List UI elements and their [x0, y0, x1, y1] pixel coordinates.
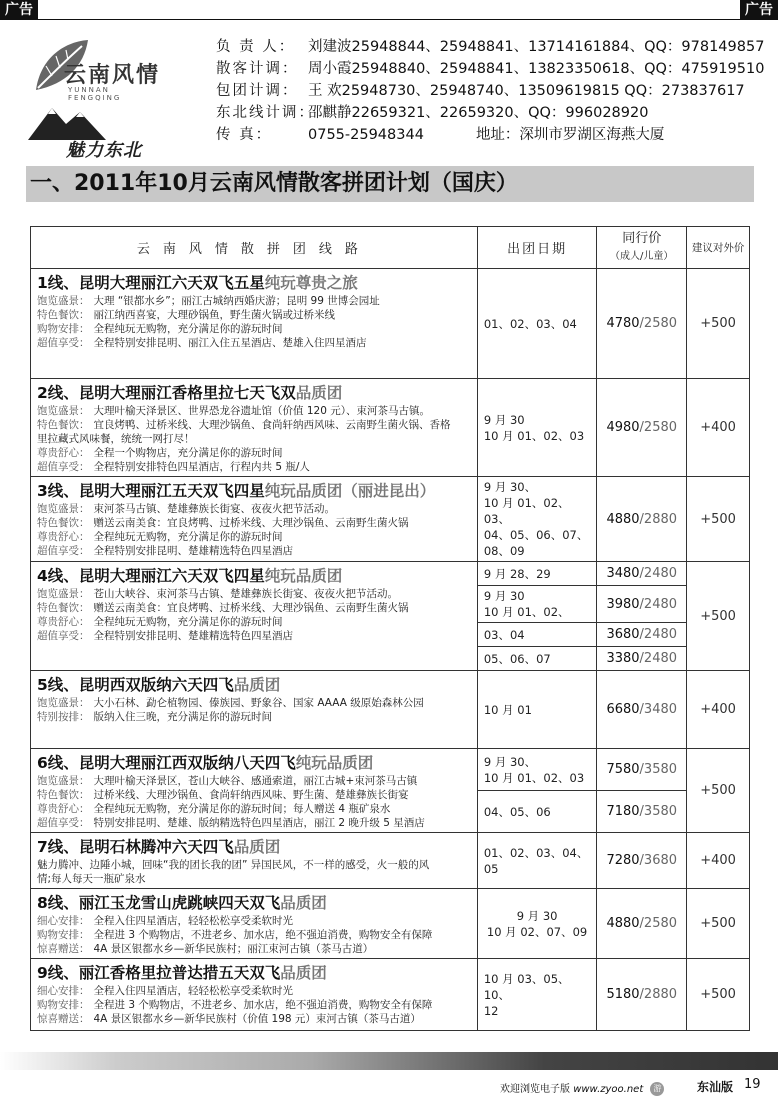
- price-separator: /: [639, 316, 644, 331]
- footer-url[interactable]: www.zyoo.net: [573, 1084, 644, 1095]
- route-title-main: 9线、丽江香格里拉普达措五天双飞: [37, 964, 281, 982]
- departure-dates: 9 月 30 10 月 01、02、: [477, 586, 596, 623]
- table-row: [31, 379, 750, 477]
- header-date: 出团日期: [477, 227, 596, 269]
- price-child: 2880: [643, 511, 678, 527]
- departure-dates: 9 月 28、29: [477, 562, 596, 586]
- route-detail-line: [37, 710, 473, 724]
- route-cell: [31, 833, 478, 889]
- price-separator: /: [639, 511, 644, 527]
- route-detail-text: 全程纯玩无购物，充分满足你的游玩时间: [93, 616, 283, 628]
- route-detail-line: [37, 1012, 473, 1026]
- contact-list: [216, 36, 766, 146]
- route-detail-text: 全程纯玩无购物，充分满足你的游玩时间；每人赠送 4 瓶矿泉水: [93, 803, 391, 815]
- route-detail-line: [37, 308, 473, 322]
- price-separator: /: [639, 566, 644, 581]
- route-detail-label: 特色餐饮：: [37, 419, 90, 431]
- departure-dates: 05、06、07: [477, 647, 596, 671]
- route-detail-text: 魅力腾冲、边陲小城，回味“我的团长我的团” 异国民风，不一样的感受，火一般的风: [37, 859, 430, 871]
- price-adult: 4980: [606, 420, 640, 435]
- route-detail-label: 超值享受：: [37, 817, 90, 829]
- route-title: [37, 752, 473, 774]
- route-detail-label: 购物安排：: [37, 999, 90, 1011]
- price-adult: 3680: [606, 627, 640, 642]
- departure-dates: 01、02、03、04、 05: [477, 833, 596, 889]
- contact-label: 传 真：: [216, 127, 273, 143]
- route-detail-label: 购物安排：: [37, 929, 90, 941]
- contact-row: [216, 124, 766, 146]
- route-detail-line: [37, 322, 473, 336]
- peer-price: [597, 269, 687, 379]
- route-detail-line: [37, 942, 473, 956]
- route-title-highlight: 纯玩品质团（丽进昆出）: [264, 482, 436, 500]
- route-title: [37, 674, 473, 696]
- route-title-main: 7线、昆明石林腾冲六天四飞: [37, 838, 234, 856]
- footer-badge-icon: 游: [650, 1082, 664, 1096]
- departure-dates: 9 月 30、 10 月 01、02、03、 04、05、06、07、 08、09: [477, 477, 596, 562]
- route-cell: [31, 749, 478, 833]
- route-cell: [31, 269, 478, 379]
- contact-value: 周小霞25948840、25948841、13823350618、QQ：475919510: [308, 61, 765, 77]
- route-detail-text: 束河茶马古镇、楚雄彝族长街宴、夜夜火把节活动。: [93, 503, 335, 515]
- price-child: 2580: [643, 420, 678, 435]
- route-detail-line: [37, 460, 473, 474]
- route-detail-label: 饱览盛景：: [37, 405, 90, 417]
- route-title-highlight: 品质团: [233, 838, 281, 856]
- peer-price: [597, 562, 687, 586]
- route-detail-text: 赠送云南美食：宜良烤鸭、过桥米线、大理沙锅鱼、云南野生菌火锅: [93, 602, 409, 614]
- price-separator: /: [639, 651, 644, 666]
- route-detail-line: [37, 432, 473, 446]
- route-detail-line: [37, 615, 473, 629]
- ad-tag-left: 广告: [0, 0, 38, 20]
- departure-dates: 9 月 30 10 月 02、07、09: [477, 889, 596, 959]
- price-child: 2880: [643, 987, 678, 1002]
- route-detail-text: 特别安排昆明、楚雄、版纳精选特色四星酒店，丽江 2 晚升级 5 星酒店: [93, 817, 425, 829]
- route-detail-line: [37, 984, 473, 998]
- contact-value: 0755-25948344: [308, 127, 424, 143]
- route-detail-label: 特色餐饮：: [37, 602, 90, 614]
- route-detail-text: 赠送云南美食：宜良烤鸭、过桥米线、大理沙锅鱼、云南野生菌火锅: [93, 517, 409, 529]
- route-detail-text: 全程纯玩无购物，充分满足你的游玩时间: [93, 531, 283, 543]
- route-detail-text: 大理 “银都水乡”；丽江古城纳西婚庆游；昆明 99 世博会园址: [93, 295, 380, 307]
- peer-price: [597, 791, 687, 833]
- suggested-price: +500: [687, 477, 750, 562]
- route-detail-text: 全程入住四星酒店，轻轻松松享受柔软时光: [93, 915, 293, 927]
- route-detail-text: 苍山大峡谷、束河茶马古镇、楚雄彝族长街宴、夜夜火把节活动。: [93, 588, 398, 600]
- table-row: [31, 959, 750, 1031]
- route-detail-label: 饱览盛景：: [37, 697, 90, 709]
- route-title-highlight: 纯玩尊贵之旅: [264, 274, 358, 292]
- route-detail-label: 超值享受：: [37, 337, 90, 349]
- route-detail-label: 惊喜赠送：: [37, 1013, 90, 1025]
- route-title-main: 3线、昆明大理丽江五天双飞四星: [37, 482, 265, 500]
- route-detail-text: 过桥米线、大理沙锅鱼、食尚轩纳西风味、野生菌、楚雄彝族长街宴: [93, 789, 409, 801]
- price-child: 2480: [643, 596, 678, 612]
- logo-name-2: 魅力东北: [66, 140, 142, 161]
- route-detail-line: [37, 544, 473, 558]
- route-detail-label: 超值享受：: [37, 461, 90, 473]
- departure-dates: 9 月 30 10 月 01、02、03: [477, 379, 596, 477]
- table-row: [31, 562, 750, 586]
- route-title: [37, 565, 473, 587]
- contact-row: [216, 36, 766, 58]
- route-detail-label: 饱览盛景：: [37, 503, 90, 515]
- suggested-price: +400: [687, 379, 750, 477]
- route-title: [37, 382, 473, 404]
- suggested-price: +500: [687, 562, 750, 671]
- route-detail-line: [37, 928, 473, 942]
- route-title-highlight: 纯玩品质团: [295, 754, 374, 772]
- route-detail-text: 宜良烤鸭、过桥米线、大理沙锅鱼、食尚轩纳西风味、云南野生菌火锅、香格: [93, 419, 451, 431]
- route-detail-label: 特色餐饮：: [37, 517, 90, 529]
- price-adult: 4880: [606, 511, 640, 527]
- price-separator: /: [639, 916, 644, 931]
- price-child: 2480: [643, 627, 678, 642]
- route-detail-line: [37, 418, 473, 432]
- route-title-main: 8线、丽江玉龙雪山虎跳峡四天双飞: [37, 894, 281, 912]
- route-cell: [31, 889, 478, 959]
- route-detail-label: 超值享受：: [37, 545, 90, 557]
- contact-label: 包团计调：: [216, 83, 299, 99]
- page-number: 19: [744, 1077, 761, 1092]
- route-detail-text: 4A 景区银都水乡—新华民族村（价值 198 元）束河古镇（茶马古道）: [93, 1013, 421, 1025]
- route-detail-line: [37, 802, 473, 816]
- footer-text: [500, 1080, 668, 1096]
- route-detail-label: 尊贵舒心：: [37, 616, 90, 628]
- route-title-highlight: 品质团: [280, 894, 327, 912]
- route-detail-text: 版纳入住三晚，充分满足你的游玩时间: [93, 711, 272, 723]
- route-detail-line: [37, 858, 473, 872]
- route-title-highlight: 品质团: [295, 384, 343, 402]
- table-row: [31, 671, 750, 749]
- price-adult: 5180: [606, 987, 640, 1002]
- contact-value: 刘建波25948844、25948841、13714161884、QQ：978149857: [308, 39, 765, 55]
- route-detail-label: 饱览盛景：: [37, 775, 90, 787]
- price-child: 3480: [643, 702, 678, 717]
- header-suggest: 建议对外价: [687, 227, 750, 269]
- header-price-label: 同行价: [622, 230, 662, 246]
- route-detail-line: [37, 774, 473, 788]
- route-detail-text: 全程纯玩无购物，充分满足你的游玩时间: [93, 323, 283, 335]
- route-cell: [31, 959, 478, 1031]
- contact-value: 邵麒静22659321、22659320、QQ：996028920: [308, 105, 649, 121]
- route-cell: [31, 562, 478, 671]
- route-detail-line: [37, 502, 473, 516]
- route-detail-text: 全程入住四星酒店，轻轻松松享受柔软时光: [93, 985, 293, 997]
- route-detail-label: 尊贵舒心：: [37, 531, 90, 543]
- route-detail-label: 细心安排：: [37, 985, 90, 997]
- price-separator: /: [639, 702, 644, 717]
- ad-tag-right: 广告: [740, 0, 778, 20]
- peer-price: [597, 477, 687, 562]
- departure-dates: 01、02、03、04: [477, 269, 596, 379]
- table-row: [31, 477, 750, 562]
- contact-value: 王 欢25948730、25948740、13509619815 QQ：273837617: [308, 83, 745, 99]
- route-detail-line: [37, 872, 473, 886]
- price-separator: /: [639, 853, 644, 868]
- route-detail-text: 全程特别安排特色四星酒店，行程内共 5 瓶/人: [93, 461, 310, 473]
- contact-label: 负 责 人：: [216, 39, 296, 55]
- suggested-price: +500: [687, 959, 750, 1031]
- peer-price: [597, 889, 687, 959]
- price-adult: 3980: [606, 596, 640, 612]
- price-child: 2480: [643, 651, 678, 666]
- route-detail-label: 特色餐饮：: [37, 789, 90, 801]
- price-adult: 4780: [606, 316, 640, 331]
- route-detail-label: 超值享受：: [37, 630, 90, 642]
- route-title-highlight: 品质团: [280, 964, 327, 982]
- route-detail-text: 全程进 3 个购物店，不进老乡、加水店，绝不强迫消费，购物安全有保障: [93, 929, 433, 941]
- price-separator: /: [639, 804, 644, 819]
- route-detail-text: 情;每人每天一瓶矿泉水: [37, 873, 146, 885]
- peer-price: [597, 749, 687, 791]
- route-detail-label: 特别按排：: [37, 711, 90, 723]
- route-detail-text: 全程一个购物店，充分满足你的游玩时间: [93, 447, 283, 459]
- price-separator: /: [639, 762, 644, 777]
- route-detail-line: [37, 696, 473, 710]
- route-detail-text: 全程特别安排昆明、楚雄精选特色四星酒店: [93, 545, 293, 557]
- contact-address: 地址：深圳市罗湖区海燕大厦: [475, 127, 665, 143]
- route-detail-text: 全程特别安排昆明、丽江入住五星酒店、楚雄入住四星酒店: [93, 337, 367, 349]
- route-detail-line: [37, 516, 473, 530]
- route-title: [37, 962, 473, 984]
- route-detail-line: [37, 530, 473, 544]
- route-detail-label: 细心安排：: [37, 915, 90, 927]
- route-title: [37, 892, 473, 914]
- route-title-highlight: 品质团: [233, 676, 281, 694]
- price-child: 2580: [643, 916, 678, 931]
- price-child: 3580: [643, 804, 678, 819]
- price-child: 2480: [643, 566, 678, 581]
- suggested-price: +400: [687, 671, 750, 749]
- departure-dates: 10 月 01: [477, 671, 596, 749]
- price-child: 3580: [643, 762, 678, 777]
- price-separator: /: [639, 627, 644, 642]
- route-title-main: 5线、昆明西双版纳六天四飞: [37, 676, 234, 694]
- price-child: 2580: [643, 316, 678, 331]
- price-adult: 7180: [606, 804, 640, 819]
- departure-dates: 9 月 30、 10 月 01、02、03: [477, 749, 596, 791]
- price-child: 3680: [643, 853, 678, 868]
- logo-name: 云南风情: [64, 62, 161, 88]
- section-title: 一、2011年10月云南风情散客拼团计划（国庆）: [26, 166, 754, 202]
- route-title: [37, 272, 473, 294]
- company-logo: [26, 30, 166, 160]
- header-price: [597, 227, 687, 269]
- route-title: [37, 480, 473, 502]
- price-separator: /: [639, 987, 644, 1002]
- price-adult: 3380: [606, 651, 640, 666]
- route-cell: [31, 671, 478, 749]
- table-row: [31, 749, 750, 791]
- top-rule: [0, 19, 778, 20]
- departure-dates: 03、04: [477, 623, 596, 647]
- peer-price: [597, 379, 687, 477]
- route-detail-line: [37, 816, 473, 830]
- route-detail-text: 全程进 3 个购物店，不进老乡、加水店，绝不强迫消费，购物安全有保障: [93, 999, 433, 1011]
- table-row: [31, 889, 750, 959]
- route-detail-line: [37, 629, 473, 643]
- route-cell: [31, 379, 478, 477]
- route-title-main: 1线、昆明大理丽江六天双飞五星: [37, 274, 265, 292]
- route-detail-text: 丽江纳西喜宴，大理砂锅鱼，野生菌火锅或过桥米线: [93, 309, 335, 321]
- peer-price: [597, 959, 687, 1031]
- route-detail-text: 大理叶榆天泽景区、世界恐龙谷遗址馆（价值 120 元）、束河茶马古镇。: [93, 405, 430, 417]
- route-title-main: 6线、昆明大理丽江西双版纳八天四飞: [37, 754, 296, 772]
- route-detail-label: 尊贵舒心：: [37, 447, 90, 459]
- route-detail-label: 饱览盛景：: [37, 588, 90, 600]
- route-detail-line: [37, 404, 473, 418]
- contact-row: [216, 80, 766, 102]
- route-title-highlight: 纯玩品质团: [264, 567, 343, 585]
- route-detail-line: [37, 336, 473, 350]
- contact-row: [216, 102, 766, 124]
- suggested-price: +400: [687, 833, 750, 889]
- footer-bar: [0, 1052, 778, 1070]
- route-detail-line: [37, 601, 473, 615]
- suggested-price: +500: [687, 889, 750, 959]
- footer-edition: 东汕版: [697, 1080, 734, 1094]
- route-detail-label: 惊喜赠送：: [37, 943, 90, 955]
- route-detail-line: [37, 914, 473, 928]
- table-header-row: [31, 227, 750, 269]
- route-detail-line: [37, 587, 473, 601]
- peer-price: [597, 671, 687, 749]
- table-row: [31, 269, 750, 379]
- contact-label: 东北线计调：: [216, 105, 315, 121]
- route-detail-label: 尊贵舒心：: [37, 803, 90, 815]
- departure-dates: 10 月 03、05、10、 12: [477, 959, 596, 1031]
- contact-label: 散客计调：: [216, 61, 299, 77]
- tour-table: [30, 226, 750, 1031]
- price-adult: 4880: [606, 916, 640, 931]
- logo-subtitle: YUNNAN FENGQING: [68, 86, 122, 102]
- route-detail-text: 4A 景区银都水乡—新华民族村；丽江束河古镇（茶马古道）: [93, 943, 374, 955]
- route-cell: [31, 477, 478, 562]
- footer-welcome: 欢迎浏览电子版: [500, 1084, 570, 1095]
- route-title-main: 4线、昆明大理丽江六天双飞四星: [37, 567, 265, 585]
- table-row: [31, 833, 750, 889]
- route-detail-line: [37, 788, 473, 802]
- peer-price: [597, 647, 687, 671]
- route-detail-text: 里拉藏式风味餐，统统一网打尽！: [37, 433, 195, 445]
- route-title: [37, 836, 473, 858]
- peer-price: [597, 833, 687, 889]
- route-detail-label: 饱览盛景：: [37, 295, 90, 307]
- header-price-sub: （成人/儿童）: [610, 250, 674, 262]
- route-detail-line: [37, 294, 473, 308]
- departure-dates: 04、05、06: [477, 791, 596, 833]
- price-separator: /: [639, 596, 644, 612]
- price-adult: 7280: [606, 853, 640, 868]
- header-route: 云南风情散拼团线路: [31, 227, 478, 269]
- peer-price: [597, 623, 687, 647]
- route-detail-text: 大小石林、勐仑植物园、傣族园、野象谷、国家 AAAA 级原始森林公园: [93, 697, 424, 709]
- price-adult: 7580: [606, 762, 640, 777]
- route-detail-line: [37, 446, 473, 460]
- route-detail-label: 购物安排：: [37, 323, 90, 335]
- route-detail-text: 大理叶榆天泽景区，苍山大峡谷、感通索道，丽江古城+束河茶马古镇: [93, 775, 418, 787]
- price-separator: /: [639, 420, 644, 435]
- suggested-price: +500: [687, 269, 750, 379]
- contact-row: [216, 58, 766, 80]
- price-adult: 3480: [606, 566, 640, 581]
- price-adult: 6680: [606, 702, 640, 717]
- suggested-price: +500: [687, 749, 750, 833]
- route-detail-line: [37, 998, 473, 1012]
- route-detail-text: 全程特别安排昆明、楚雄精选特色四星酒店: [93, 630, 293, 642]
- route-detail-label: 特色餐饮：: [37, 309, 90, 321]
- peer-price: [597, 586, 687, 623]
- route-title-main: 2线、昆明大理丽江香格里拉七天飞双: [37, 384, 296, 402]
